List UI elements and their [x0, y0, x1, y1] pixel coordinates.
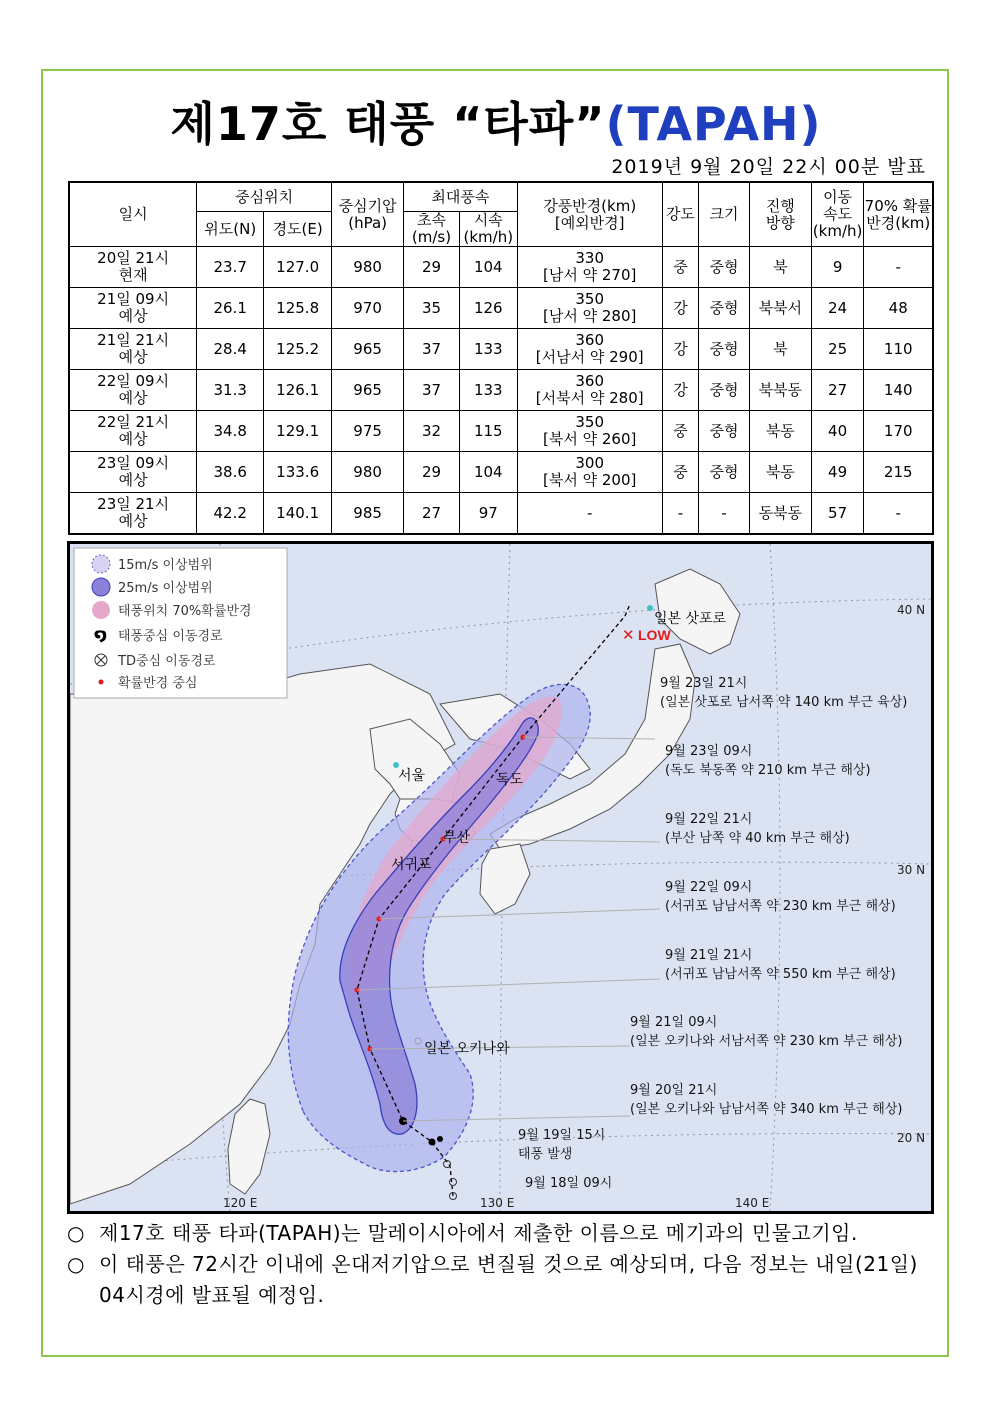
cell-size: - [699, 493, 750, 535]
label-c1: 9월 22일 21시 [665, 812, 753, 827]
legend-l6: 확률반경 중심 [118, 676, 198, 691]
header-prob-radius: 70% 확률 반경(km) [864, 182, 933, 247]
place-okinawa: 일본 오키나와 [424, 1041, 510, 1057]
label-d1: 9월 22일 09시 [665, 880, 753, 895]
cell-prob: 170 [864, 411, 933, 452]
label-b1: 9월 23일 09시 [665, 744, 753, 759]
issued-time: 2019년 9월 20일 22시 00분 발표 [611, 156, 926, 178]
cell-pres: 975 [332, 411, 404, 452]
cell-int: - [662, 493, 699, 535]
cell-ms: 35 [404, 288, 460, 329]
cell-pres: 965 [332, 370, 404, 411]
cell-ms: 29 [404, 247, 460, 288]
label-a1: 9월 23일 21시 [660, 676, 748, 691]
legend-l4: 태풍중심 이동경로 [118, 629, 223, 644]
notes [67, 1218, 937, 1311]
cell-pres: 980 [332, 452, 404, 493]
cell-date: 23일 21시 예상 [69, 493, 197, 535]
cell-prob: 48 [864, 288, 933, 329]
header-radius: 강풍반경(km) [예외반경] [517, 182, 662, 247]
table-row [69, 493, 933, 535]
cell-lon: 125.8 [264, 288, 332, 329]
label-e2: (서귀포 남남서쪽 약 550 km 부근 해상) [665, 967, 896, 982]
cell-ms: 32 [404, 411, 460, 452]
place-dokdo: 독도 [496, 772, 524, 788]
forecast-table [68, 181, 934, 535]
cell-lon: 133.6 [264, 452, 332, 493]
table-row [69, 452, 933, 493]
label-f2: (일본 오키나와 서남서쪽 약 230 km 부근 해상) [630, 1034, 903, 1049]
cell-date: 22일 09시 예상 [69, 370, 197, 411]
label-a2: (일본 삿포로 남서쪽 약 140 km 부근 육상) [660, 695, 908, 710]
table-row [69, 411, 933, 452]
cell-rad: 330 [남서 약 270] [517, 247, 662, 288]
cell-lat: 23.7 [197, 247, 264, 288]
cell-lon: 140.1 [264, 493, 332, 535]
header-pressure: 중심기압 (hPa) [332, 182, 404, 247]
cell-dir: 북북동 [749, 370, 811, 411]
grid-lat40: 40 N [897, 603, 926, 617]
cell-kmh: 133 [459, 329, 517, 370]
legend-l2: 25m/s 이상범위 [118, 581, 213, 596]
cell-ms: 37 [404, 370, 460, 411]
legend-25ms-icon [92, 578, 110, 596]
cell-spd: 9 [811, 247, 864, 288]
note-item [67, 1218, 937, 1249]
cell-dir: 북 [749, 247, 811, 288]
cell-date: 21일 21시 예상 [69, 329, 197, 370]
cell-kmh: 104 [459, 247, 517, 288]
cell-lat: 28.4 [197, 329, 264, 370]
header-ms: 초속 (m/s) [404, 212, 460, 247]
note-text: 제17호 태풍 타파(TAPAH)는 말레이시아에서 제출한 이름으로 메기과의 민물고기임. [99, 1221, 858, 1245]
legend-l1: 15m/s 이상범위 [118, 558, 213, 573]
table-row [69, 247, 933, 288]
cell-pres: 970 [332, 288, 404, 329]
place-busan: 부산 [443, 830, 471, 846]
cell-rad: 350 [북서 약 260] [517, 411, 662, 452]
cell-kmh: 126 [459, 288, 517, 329]
cell-rad: 360 [서북서 약 280] [517, 370, 662, 411]
legend-typhoon-icon: ໑ [94, 625, 108, 645]
label-g1: 9월 20일 21시 [630, 1083, 718, 1098]
page-title [0, 88, 992, 154]
cell-kmh: 115 [459, 411, 517, 452]
cell-lon: 125.2 [264, 329, 332, 370]
cell-lon: 126.1 [264, 370, 332, 411]
cell-ms: 27 [404, 493, 460, 535]
cell-pres: 985 [332, 493, 404, 535]
cell-rad: 360 [서남서 약 290] [517, 329, 662, 370]
cell-date: 21일 09시 예상 [69, 288, 197, 329]
cell-int: 중 [662, 247, 699, 288]
label-e1: 9월 21일 21시 [665, 948, 753, 963]
grid-lat20: 20 N [897, 1131, 926, 1145]
note-item [67, 1249, 937, 1311]
note-bullet: ○ [67, 1221, 85, 1245]
cell-rad: 300 [북서 약 200] [517, 452, 662, 493]
cell-lon: 129.1 [264, 411, 332, 452]
track-map-svg [70, 544, 931, 1211]
cell-int: 강 [662, 329, 699, 370]
label-c2: (부산 남쪽 약 40 km 부근 해상) [665, 831, 850, 846]
grid-lon120: 120 E [223, 1196, 258, 1210]
cell-ms: 37 [404, 329, 460, 370]
cell-prob: - [864, 493, 933, 535]
grid-lon140: 140 E [735, 1196, 770, 1210]
cell-lat: 38.6 [197, 452, 264, 493]
cell-spd: 27 [811, 370, 864, 411]
typhoon-marker-2 [429, 1139, 436, 1146]
cell-lat: 42.2 [197, 493, 264, 535]
low-label: LOW [638, 627, 671, 643]
cell-lat: 34.8 [197, 411, 264, 452]
header-time: 일시 [69, 182, 197, 247]
table-row [69, 329, 933, 370]
cell-rad: 350 [남서 약 280] [517, 288, 662, 329]
table-row [69, 370, 933, 411]
cell-prob: - [864, 247, 933, 288]
legend-l5: TD중심 이동경로 [118, 654, 216, 669]
cell-pres: 980 [332, 247, 404, 288]
legend-70pct-icon [92, 601, 110, 619]
cell-dir: 동북동 [749, 493, 811, 535]
cell-lat: 31.3 [197, 370, 264, 411]
header-center: 중심위치 [197, 182, 332, 212]
cell-spd: 24 [811, 288, 864, 329]
low-x-icon: ✕ [622, 626, 635, 644]
typhoon-marker-3 [437, 1136, 443, 1142]
cell-size: 중형 [699, 411, 750, 452]
label-i1: 9월 18일 09시 [525, 1176, 613, 1191]
cell-rad: - [517, 493, 662, 535]
cell-spd: 25 [811, 329, 864, 370]
cell-prob: 110 [864, 329, 933, 370]
header-size: 크기 [699, 182, 750, 247]
cell-size: 중형 [699, 452, 750, 493]
legend [74, 548, 287, 698]
cell-kmh: 97 [459, 493, 517, 535]
track-map [67, 541, 934, 1214]
cell-spd: 40 [811, 411, 864, 452]
place-seogwipo: 서귀포 [391, 857, 432, 873]
label-h1: 9월 19일 15시 [518, 1128, 606, 1143]
header-maxwind: 최대풍속 [404, 182, 518, 212]
cell-spd: 49 [811, 452, 864, 493]
title-name-en: (TAPAH) [605, 97, 822, 151]
header-kmh: 시속 (km/h) [459, 212, 517, 247]
cell-lat: 26.1 [197, 288, 264, 329]
cell-spd: 57 [811, 493, 864, 535]
cell-dir: 북동 [749, 411, 811, 452]
cell-kmh: 104 [459, 452, 517, 493]
cell-dir: 북북서 [749, 288, 811, 329]
cell-int: 강 [662, 288, 699, 329]
table-row [69, 288, 933, 329]
legend-15ms-icon [92, 555, 110, 573]
label-d2: (서귀포 남남서쪽 약 230 km 부근 해상) [665, 899, 896, 914]
header-lon: 경도(E) [264, 212, 332, 247]
cell-size: 중형 [699, 329, 750, 370]
label-h2: 태풍 발생 [518, 1147, 573, 1162]
cell-ms: 29 [404, 452, 460, 493]
cell-size: 중형 [699, 247, 750, 288]
place-seoul: 서울 [398, 768, 426, 784]
cell-int: 강 [662, 370, 699, 411]
cell-date: 20일 21시 현재 [69, 247, 197, 288]
header-speed: 이동 속도 (km/h) [811, 182, 864, 247]
grid-lon130: 130 E [480, 1196, 515, 1210]
cell-prob: 215 [864, 452, 933, 493]
label-b2: (독도 북동쪽 약 210 km 부근 해상) [665, 763, 871, 778]
cell-dir: 북 [749, 329, 811, 370]
cell-lon: 127.0 [264, 247, 332, 288]
legend-l3: 태풍위치 70%확률반경 [118, 604, 252, 619]
cell-prob: 140 [864, 370, 933, 411]
cell-dir: 북동 [749, 452, 811, 493]
grid-lat30: 30 N [897, 863, 926, 877]
sapporo-dot [647, 605, 653, 611]
label-f1: 9월 21일 09시 [630, 1015, 718, 1030]
title-main: 제17호 태풍 “타파” [170, 97, 606, 151]
label-g2: (일본 오키나와 남남서쪽 약 340 km 부근 해상) [630, 1102, 903, 1117]
cell-int: 중 [662, 452, 699, 493]
cell-date: 22일 21시 예상 [69, 411, 197, 452]
header-intensity: 강도 [662, 182, 699, 247]
cell-size: 중형 [699, 370, 750, 411]
legend-center-icon [99, 680, 104, 685]
header-direction: 진행 방향 [749, 182, 811, 247]
cell-kmh: 133 [459, 370, 517, 411]
cell-int: 중 [662, 411, 699, 452]
place-sapporo: 일본 삿포로 [654, 611, 727, 627]
header-lat: 위도(N) [197, 212, 264, 247]
note-bullet: ○ [67, 1252, 85, 1276]
cell-size: 중형 [699, 288, 750, 329]
note-text: 이 태풍은 72시간 이내에 온대저기압으로 변질될 것으로 예상되며, 다음 정보는 내일(21일) 04시경에 발표될 예정임. [99, 1252, 918, 1307]
cell-date: 23일 09시 예상 [69, 452, 197, 493]
cell-pres: 965 [332, 329, 404, 370]
